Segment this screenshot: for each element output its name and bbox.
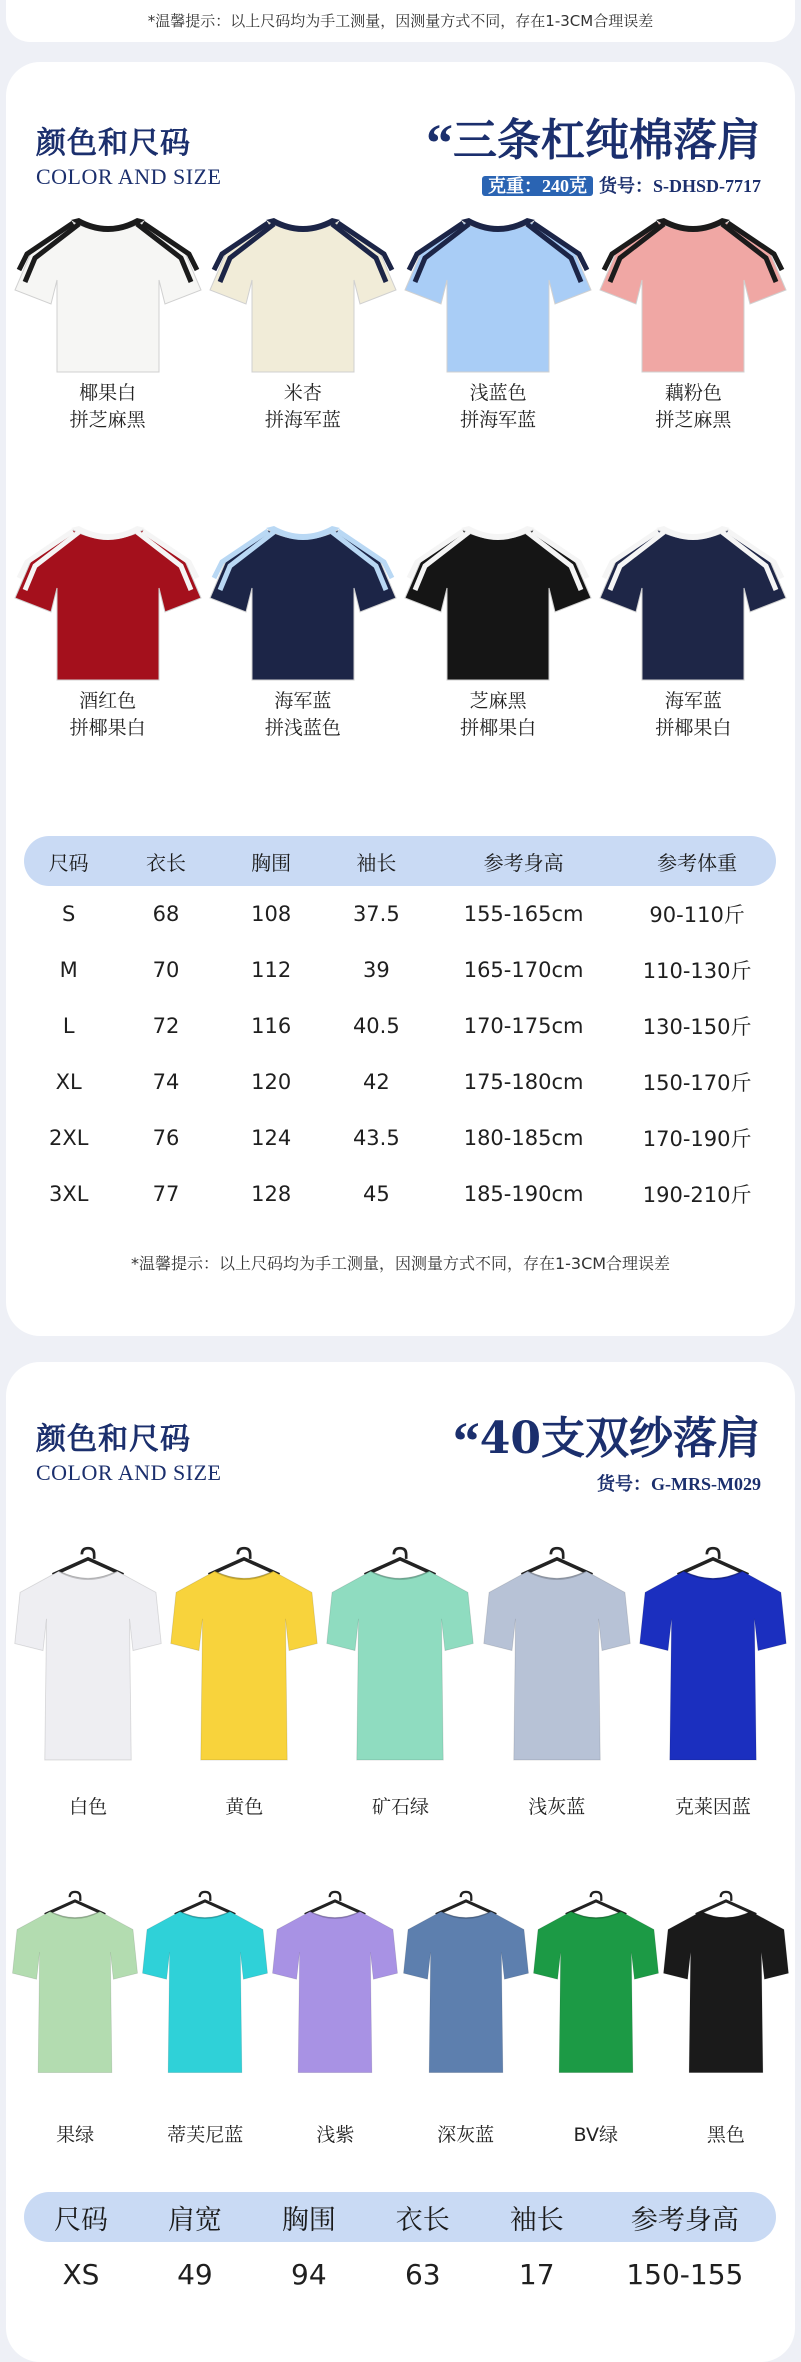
table-cell: 90-110斤 xyxy=(649,903,745,927)
product-color-card xyxy=(322,1530,478,1821)
table-cell: 94 xyxy=(291,2257,327,2291)
table-header-cell: 衣长 xyxy=(395,2204,450,2236)
table-cell: 185-190cm xyxy=(463,1182,584,1206)
table-row xyxy=(24,1110,776,1166)
color-name: 米杏 xyxy=(283,382,322,404)
table-row xyxy=(24,1054,776,1110)
color-name: 矿石绿 xyxy=(371,1796,429,1818)
table-cell: 42 xyxy=(362,1070,390,1094)
table-cell: 43.5 xyxy=(352,1126,400,1150)
table-cell: 130-150斤 xyxy=(642,1015,752,1039)
product-color-card xyxy=(401,518,596,818)
section-1-title-text: 三条杠纯棉落肩 xyxy=(453,115,761,166)
table-header-cell: 衣长 xyxy=(145,850,186,875)
tshirt-image xyxy=(532,1858,660,2108)
tshirt-image xyxy=(141,1858,269,2108)
table-cell: 37.5 xyxy=(352,902,400,926)
tshirt-image xyxy=(638,1530,788,1780)
color-combo-name: 拼椰果白 xyxy=(69,717,146,739)
table-header-cell: 袖长 xyxy=(509,2204,564,2236)
tshirt-image xyxy=(208,210,398,380)
sku-label: 货号：G-MRS-M029 xyxy=(597,1474,761,1494)
section-2-product-row-2 xyxy=(10,1858,791,2149)
table-cell: 3XL xyxy=(48,1182,89,1206)
tshirt-image xyxy=(403,210,593,380)
product-color-card xyxy=(10,1530,166,1821)
tshirt-image xyxy=(402,1858,530,2108)
table-cell: S xyxy=(62,902,76,926)
section-1-product-grid xyxy=(10,210,791,818)
color-combo-name: 拼浅蓝色 xyxy=(264,717,341,739)
tshirt-image xyxy=(482,1530,632,1780)
section-1-header-cn: 颜色和尺码 xyxy=(36,126,191,161)
table-header-cell: 肩宽 xyxy=(167,2204,222,2236)
section-2-header-en: COLOR AND SIZE xyxy=(36,1460,222,1485)
color-name: 海军蓝 xyxy=(664,690,722,712)
size-table-header xyxy=(24,2192,776,2242)
color-combo-name: 拼椰果白 xyxy=(460,717,537,739)
color-name: 黄色 xyxy=(225,1796,264,1818)
table-cell: XL xyxy=(55,1070,82,1094)
table-cell: 120 xyxy=(251,1070,292,1094)
table-cell: 2XL xyxy=(48,1126,89,1150)
product-color-card xyxy=(596,210,791,510)
weight-badge: 克重：240克 xyxy=(482,176,593,196)
table-cell: 49 xyxy=(177,2257,213,2291)
color-name: 椰果白 xyxy=(79,382,137,404)
color-name: 果绿 xyxy=(56,2124,95,2146)
table-cell: 150-155 xyxy=(626,2257,744,2291)
table-cell: 170-190斤 xyxy=(642,1127,752,1151)
table-cell: 74 xyxy=(152,1070,180,1094)
section-1-header-en: COLOR AND SIZE xyxy=(36,164,222,189)
table-cell: 70 xyxy=(152,958,180,982)
color-name: BV绿 xyxy=(573,2124,618,2146)
product-color-card xyxy=(661,1858,791,2149)
table-cell: 63 xyxy=(404,2257,441,2291)
color-name: 黑色 xyxy=(706,2124,745,2146)
product-color-card xyxy=(531,1858,661,2149)
product-color-card xyxy=(140,1858,270,2149)
title-quote-mark: “ xyxy=(452,1411,480,1471)
color-combo-name: 拼椰果白 xyxy=(655,717,732,739)
title-quote-mark: “ xyxy=(426,113,453,173)
section-1-warning-note: *温馨提示：以上尺码均为手工测量，因测量方式不同，存在1-3CM合理误差 xyxy=(130,1254,671,1273)
table-cell: 77 xyxy=(152,1182,180,1206)
tshirt-image xyxy=(208,518,398,688)
color-combo-name: 拼海军蓝 xyxy=(264,409,341,431)
color-combo-name: 拼海军蓝 xyxy=(460,409,537,431)
table-row xyxy=(24,942,776,998)
table-cell: 180-185cm xyxy=(463,1126,584,1150)
product-color-card xyxy=(166,1530,322,1821)
table-cell: 39 xyxy=(362,958,390,982)
table-cell: 165-170cm xyxy=(463,958,584,982)
tshirt-image xyxy=(13,210,203,380)
table-header-cell: 参考体重 xyxy=(657,850,738,875)
section-1-header-left xyxy=(36,118,221,190)
table-cell: 175-180cm xyxy=(463,1070,584,1094)
table-cell: 170-175cm xyxy=(463,1014,584,1038)
table-header-cell: 胸围 xyxy=(281,2204,336,2236)
color-name: 藕粉色 xyxy=(664,382,722,404)
table-cell: 17 xyxy=(518,2257,555,2291)
table-cell: 190-210斤 xyxy=(642,1183,752,1207)
table-cell: 150-170斤 xyxy=(642,1071,752,1095)
tshirt-image xyxy=(13,518,203,688)
section-2-product-row-1 xyxy=(10,1530,791,1821)
table-cell: 124 xyxy=(251,1126,292,1150)
size-table-body xyxy=(24,2242,776,2306)
table-header-cell: 参考身高 xyxy=(630,2204,739,2236)
tshirt-image xyxy=(403,518,593,688)
table-cell: M xyxy=(59,958,78,982)
product-color-card xyxy=(10,1858,140,2149)
section-1-size-table xyxy=(24,836,776,1222)
table-cell: 45 xyxy=(362,1182,390,1206)
table-row xyxy=(24,998,776,1054)
section-1-meta xyxy=(426,172,761,198)
product-color-card xyxy=(10,518,205,818)
table-cell: 76 xyxy=(152,1126,180,1150)
table-cell: 68 xyxy=(152,902,180,926)
table-header-cell: 参考身高 xyxy=(483,850,564,875)
table-cell: L xyxy=(62,1014,75,1038)
table-cell: 72 xyxy=(152,1014,180,1038)
top-warning-note: *温馨提示：以上尺码均为手工测量，因测量方式不同，存在1-3CM合理误差 xyxy=(6,0,795,42)
tshirt-image xyxy=(11,1858,139,2108)
table-cell: 155-165cm xyxy=(463,902,584,926)
color-name: 蒂芙尼蓝 xyxy=(167,2124,244,2146)
product-color-card xyxy=(270,1858,400,2149)
section-2-size-table xyxy=(24,2192,776,2306)
section-1-header-right xyxy=(426,104,761,198)
product-color-card xyxy=(401,1858,531,2149)
table-header-cell: 尺码 xyxy=(48,850,89,875)
section-1-product-title xyxy=(426,104,761,174)
section-2-meta xyxy=(453,1470,761,1496)
product-color-card xyxy=(205,210,400,510)
table-row xyxy=(24,886,776,942)
color-name: 白色 xyxy=(69,1796,108,1818)
table-cell: 110-130斤 xyxy=(642,959,752,983)
color-name: 浅蓝色 xyxy=(469,382,527,404)
sku-label: 货号：S-DHSD-7717 xyxy=(598,176,761,196)
table-cell: 128 xyxy=(251,1182,292,1206)
section-2-header-cn: 颜色和尺码 xyxy=(36,1422,191,1457)
section-2-title-text: 40支双纱落肩 xyxy=(479,1413,761,1464)
section-2-header-left xyxy=(36,1414,221,1486)
tshirt-image xyxy=(598,518,788,688)
tshirt-image xyxy=(662,1858,790,2108)
color-name: 浅灰蓝 xyxy=(528,1796,586,1818)
table-cell: 116 xyxy=(251,1014,292,1038)
product-color-card xyxy=(10,210,205,510)
color-name: 克莱因蓝 xyxy=(674,1796,751,1818)
color-name: 芝麻黑 xyxy=(469,690,527,712)
color-name: 酒红色 xyxy=(79,690,137,712)
tshirt-image xyxy=(598,210,788,380)
color-name: 深灰蓝 xyxy=(437,2124,495,2146)
product-color-card xyxy=(205,518,400,818)
color-combo-name: 拼芝麻黑 xyxy=(655,409,732,431)
table-cell: XS xyxy=(62,2257,100,2291)
tshirt-image xyxy=(271,1858,399,2108)
table-header-cell: 胸围 xyxy=(251,850,292,875)
table-header-cell: 袖长 xyxy=(356,850,397,875)
size-table-header xyxy=(24,836,776,886)
table-cell: 40.5 xyxy=(352,1014,400,1038)
table-header-cell: 尺码 xyxy=(53,2204,108,2236)
color-name: 浅紫 xyxy=(316,2124,355,2146)
product-color-card xyxy=(479,1530,635,1821)
table-cell: 112 xyxy=(251,958,292,982)
product-color-card xyxy=(596,518,791,818)
table-row xyxy=(24,2242,776,2306)
size-table-body xyxy=(24,886,776,1222)
product-color-card xyxy=(635,1530,791,1821)
section-2-product-title xyxy=(453,1402,761,1472)
tshirt-image xyxy=(325,1530,475,1780)
product-color-card xyxy=(401,210,596,510)
section-2-header-right xyxy=(453,1402,761,1496)
color-combo-name: 拼芝麻黑 xyxy=(69,409,146,431)
tshirt-image xyxy=(169,1530,319,1780)
color-name: 海军蓝 xyxy=(274,690,332,712)
tshirt-image xyxy=(13,1530,163,1780)
table-row xyxy=(24,1166,776,1222)
table-cell: 108 xyxy=(251,902,292,926)
